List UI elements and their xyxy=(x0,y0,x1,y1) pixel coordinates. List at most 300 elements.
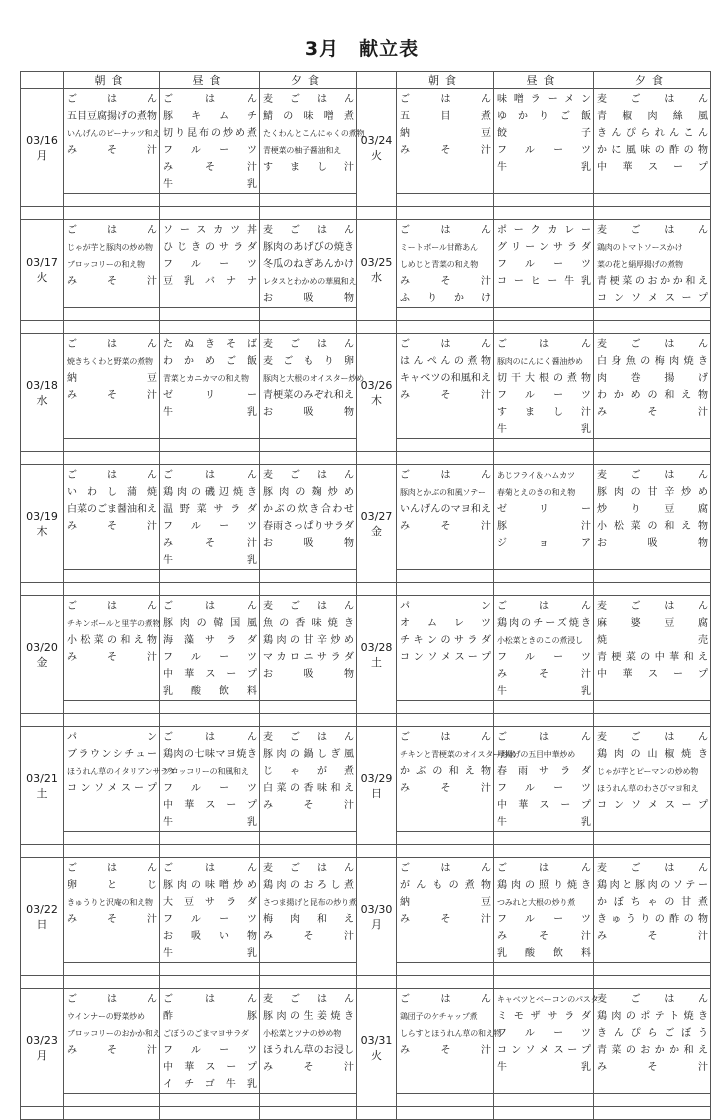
menu-item: かぶの和え物 xyxy=(400,766,491,777)
cell-divider xyxy=(64,569,159,582)
separator-cell xyxy=(21,714,64,727)
menu-item: みそ汁 xyxy=(67,1045,157,1056)
menu-items xyxy=(397,596,493,666)
separator-cell xyxy=(260,207,357,220)
day-row xyxy=(21,465,711,583)
weekday-label: 土 xyxy=(371,655,382,669)
menu-item: みそ汁 xyxy=(263,800,354,811)
menu-item: グリーンサラダ xyxy=(497,242,591,253)
cell-divider xyxy=(260,193,356,206)
menu-items xyxy=(494,334,593,438)
separator-cell xyxy=(594,845,711,858)
separator-cell xyxy=(21,583,64,596)
dinner-cell xyxy=(594,334,711,452)
menu-item: ミモザサラダ xyxy=(497,1011,591,1022)
menu-items xyxy=(397,727,517,797)
menu-item: レタスとわかめの華風和え xyxy=(263,277,357,286)
date-cell xyxy=(357,89,397,207)
cell-divider xyxy=(494,438,593,451)
menu-item: 炒り豆腐 xyxy=(597,504,708,515)
menu-item: みそ汁 xyxy=(400,390,491,401)
menu-item: 鶏肉の甘辛炒め xyxy=(263,635,354,646)
menu-items xyxy=(494,220,593,290)
cell-divider xyxy=(160,193,259,206)
breakfast-cell xyxy=(64,596,160,714)
date-label: 03/23 xyxy=(26,1033,58,1047)
menu-items xyxy=(64,989,159,1059)
separator-cell xyxy=(160,207,260,220)
separator-cell xyxy=(64,714,160,727)
menu-item: ごはん xyxy=(400,94,491,105)
menu-item: コンソメスープ xyxy=(400,652,491,663)
day-row xyxy=(21,334,711,452)
cell-divider xyxy=(397,1093,493,1106)
separator-cell xyxy=(260,321,357,334)
menu-item: 小松菜の和え物 xyxy=(67,635,157,646)
menu-item: みそ汁 xyxy=(400,783,491,794)
cell-divider xyxy=(494,569,593,582)
separator-cell xyxy=(594,207,711,220)
menu-item: フルーツ xyxy=(163,1045,257,1056)
dinner-cell xyxy=(260,334,364,452)
date-cell xyxy=(21,465,64,583)
breakfast-cell xyxy=(64,465,160,583)
menu-item: ごはん xyxy=(67,470,157,481)
menu-item: 麦ごはん xyxy=(263,601,354,612)
cell-divider xyxy=(260,569,356,582)
menu-item: パン xyxy=(67,732,157,743)
cell-divider xyxy=(397,569,493,582)
menu-item: 中華スープ xyxy=(597,669,708,680)
breakfast-cell xyxy=(64,727,176,845)
separator-cell xyxy=(260,452,357,465)
separator-cell xyxy=(397,583,494,596)
date-label: 03/21 xyxy=(26,771,58,785)
menu-item: 豚肉とかぶの和風ソテー xyxy=(400,488,486,497)
day-row xyxy=(21,89,711,207)
dinner-cell xyxy=(260,727,357,845)
menu-item: みそ汁 xyxy=(67,914,157,925)
menu-item: 鶏肉のトマトソースかけ xyxy=(597,243,683,252)
menu-item: 麦ごはん xyxy=(263,470,354,481)
menu-item: チキンのサラダ xyxy=(400,635,491,646)
menu-item: ゼリー xyxy=(497,504,591,515)
cell-divider xyxy=(594,438,710,451)
menu-item: 納豆 xyxy=(400,897,491,908)
cell-divider xyxy=(494,831,593,844)
separator-cell xyxy=(494,583,594,596)
menu-items xyxy=(64,334,159,404)
header-dinner-right: 夕食 xyxy=(594,72,711,89)
dinner-cell xyxy=(260,220,357,321)
menu-item: 納豆 xyxy=(400,128,491,139)
dinner-cell xyxy=(260,858,357,976)
menu-item: ごはん xyxy=(67,994,157,1005)
menu-items xyxy=(594,858,710,945)
separator-cell xyxy=(160,1107,260,1120)
menu-item: 小松菜の和え物 xyxy=(597,521,708,532)
dinner-cell xyxy=(594,727,711,845)
menu-item: ふりかけ xyxy=(400,293,491,304)
menu-item: すまし汁 xyxy=(497,407,591,418)
menu-item: がんもの煮物 xyxy=(400,880,491,891)
dinner-cell xyxy=(594,89,711,207)
separator-row xyxy=(21,583,711,596)
cell-divider xyxy=(397,438,493,451)
separator-row xyxy=(21,321,711,334)
dinner-cell xyxy=(594,220,711,321)
cell-divider xyxy=(594,962,710,975)
menu-item: お吸い物 xyxy=(163,931,257,942)
cell-divider xyxy=(64,193,159,206)
menu-item: 青梗菜の中華和え xyxy=(597,652,708,663)
menu-item: 麦ごはん xyxy=(263,994,354,1005)
menu-item: 青梗菜のおかか和え xyxy=(597,276,708,287)
menu-items xyxy=(260,220,356,307)
date-label: 03/22 xyxy=(26,902,58,916)
menu-items xyxy=(397,858,493,928)
menu-item: フルーツ xyxy=(163,783,257,794)
menu-items xyxy=(594,596,710,683)
menu-item: 牛乳 xyxy=(497,817,591,828)
header-lunch-right: 昼食 xyxy=(494,72,594,89)
weekday-label: 月 xyxy=(36,1048,48,1062)
menu-item: ソースカツ丼 xyxy=(163,225,257,236)
menu-item: みそ汁 xyxy=(597,407,708,418)
dinner-cell xyxy=(594,465,711,583)
separator-cell xyxy=(357,452,397,465)
separator-cell xyxy=(160,714,260,727)
menu-item: ひじきのサラダ xyxy=(163,242,257,253)
menu-item: みそ汁 xyxy=(67,145,157,156)
day-row xyxy=(21,596,711,714)
separator-cell xyxy=(160,583,260,596)
weekday-label: 金 xyxy=(36,655,48,669)
menu-item: みそ汁 xyxy=(163,162,257,173)
menu-item: 鶏肉のポテト焼き xyxy=(597,1011,708,1022)
menu-items xyxy=(64,465,159,535)
menu-items xyxy=(260,596,356,683)
menu-items xyxy=(160,858,259,962)
menu-item: ごはん xyxy=(163,994,257,1005)
menu-item: 切干大根の煮物 xyxy=(497,373,591,384)
cell-divider xyxy=(594,307,710,320)
menu-item: じゃが芋とピーマンの炒め物 xyxy=(597,767,699,776)
menu-item: みそ汁 xyxy=(263,931,354,942)
menu-item: 牛乳 xyxy=(163,817,257,828)
menu-item: 青椒肉絲風 xyxy=(597,111,708,122)
menu-items xyxy=(594,989,710,1076)
menu-item: みそ汁 xyxy=(400,521,491,532)
menu-item: 麦ごはん xyxy=(597,225,708,236)
breakfast-cell xyxy=(397,858,494,976)
menu-item: 中華スープ xyxy=(163,1062,257,1073)
separator-row xyxy=(21,452,711,465)
menu-item: 青菜のおかか和え xyxy=(597,1045,708,1056)
menu-item: すまし汁 xyxy=(263,162,354,173)
day-row xyxy=(21,858,711,976)
date-cell xyxy=(21,89,64,207)
header-blank-right xyxy=(357,72,397,89)
cell-divider xyxy=(260,831,356,844)
menu-item: ごぼうのごまマヨサラダ xyxy=(163,1029,249,1038)
menu-item: 春雨さっぱりサラダ xyxy=(263,521,354,532)
menu-item: ごはん xyxy=(400,225,491,236)
separator-cell xyxy=(260,845,357,858)
menu-item: 麦ごはん xyxy=(263,225,354,236)
cell-divider xyxy=(397,700,493,713)
separator-cell xyxy=(594,1107,711,1120)
date-cell xyxy=(21,727,64,845)
date-label: 03/20 xyxy=(26,640,58,654)
menu-items xyxy=(260,334,364,421)
weekday-label: 火 xyxy=(371,148,382,162)
menu-items xyxy=(160,596,259,700)
menu-item: コンソメスープ xyxy=(67,783,157,794)
breakfast-cell xyxy=(64,220,160,321)
lunch-cell xyxy=(494,220,594,321)
lunch-cell xyxy=(494,465,594,583)
menu-item: 鯖の味噌煮 xyxy=(263,111,354,122)
date-label: 03/19 xyxy=(26,509,58,523)
cell-divider xyxy=(494,1093,593,1106)
menu-item: みそ汁 xyxy=(67,390,157,401)
menu-item: お吸物 xyxy=(263,407,354,418)
menu-item: みそ汁 xyxy=(263,1062,354,1073)
separator-cell xyxy=(160,452,260,465)
menu-item: ごはん xyxy=(163,863,257,874)
menu-items xyxy=(594,465,710,552)
menu-item: フルーツ xyxy=(163,652,257,663)
separator-row xyxy=(21,714,711,727)
menu-item: お吸物 xyxy=(597,538,708,549)
separator-cell xyxy=(64,452,160,465)
lunch-cell xyxy=(160,89,260,207)
date-cell xyxy=(21,858,64,976)
menu-item: 白身魚の梅肉焼き xyxy=(597,356,708,367)
cell-divider xyxy=(260,962,356,975)
separator-cell xyxy=(494,976,594,989)
menu-item: 中華スープ xyxy=(497,800,591,811)
menu-item: 切り昆布の炒め煮 xyxy=(163,128,257,139)
menu-item: フルーツ xyxy=(497,259,591,270)
menu-item: 春菊とえのきの和え物 xyxy=(497,488,575,497)
menu-item: ごはん xyxy=(400,339,491,350)
menu-item: 鶏肉の磯辺焼き xyxy=(163,487,257,498)
menu-item: 麦ごはん xyxy=(597,994,708,1005)
menu-items xyxy=(64,89,159,159)
menu-item: 牛乳 xyxy=(163,555,257,566)
cell-divider xyxy=(64,962,159,975)
lunch-cell xyxy=(160,989,260,1107)
separator-cell xyxy=(594,321,711,334)
menu-item: ごはん xyxy=(497,732,591,743)
cell-divider xyxy=(260,700,356,713)
menu-items xyxy=(494,89,593,176)
separator-cell xyxy=(594,714,711,727)
menu-item: しめじと青菜の和え物 xyxy=(400,260,478,269)
date-label: 03/25 xyxy=(360,256,393,269)
menu-item: 鶏団子のケチャップ煮 xyxy=(400,1012,478,1021)
date-label: 03/18 xyxy=(26,378,58,392)
dinner-cell xyxy=(260,89,365,207)
menu-item: ミートボール甘酢あん xyxy=(400,243,478,252)
menu-items xyxy=(160,727,259,831)
weekday-label: 日 xyxy=(36,917,48,931)
menu-item: 五目煮 xyxy=(400,111,491,122)
menu-item: コーヒー牛乳 xyxy=(497,276,591,287)
menu-item: 麦ごはん xyxy=(263,863,354,874)
menu-items xyxy=(260,858,356,945)
lunch-cell xyxy=(494,727,594,845)
menu-item: わかめの和え物 xyxy=(597,390,708,401)
weekday-label: 火 xyxy=(371,1048,382,1062)
menu-item: 小松菜とツナの炒め物 xyxy=(263,1029,341,1038)
lunch-cell xyxy=(494,989,599,1107)
cell-divider xyxy=(64,831,159,844)
cell-divider xyxy=(397,962,493,975)
breakfast-cell xyxy=(64,858,160,976)
date-cell xyxy=(357,727,397,845)
menu-item: フルーツ xyxy=(497,1028,591,1039)
menu-item: きゅうりの酢の物 xyxy=(597,914,708,925)
menu-item: 卵とじ xyxy=(67,880,157,891)
lunch-cell xyxy=(160,596,260,714)
cell-divider xyxy=(397,193,493,206)
separator-cell xyxy=(594,976,711,989)
date-cell xyxy=(21,334,64,452)
separator-cell xyxy=(21,1107,64,1120)
date-label: 03/29 xyxy=(360,771,393,785)
menu-item: つみれと大根の炒り煮 xyxy=(497,898,575,907)
menu-item: フルーツ xyxy=(163,914,257,925)
breakfast-cell xyxy=(397,220,494,321)
menu-item: ごはん xyxy=(67,339,157,350)
separator-cell xyxy=(397,207,494,220)
menu-item: フルーツ xyxy=(497,783,591,794)
menu-item: ごはん xyxy=(163,94,257,105)
separator-cell xyxy=(494,845,594,858)
menu-item: 魚の香味焼き xyxy=(263,618,354,629)
date-label: 03/24 xyxy=(360,133,393,147)
dinner-cell xyxy=(260,596,357,714)
menu-item: 梅肉和え xyxy=(263,914,354,925)
header-blank-left xyxy=(21,72,64,89)
menu-item: 牛乳 xyxy=(497,686,591,697)
lunch-cell xyxy=(160,858,260,976)
separator-cell xyxy=(21,976,64,989)
menu-item: みそ汁 xyxy=(163,538,257,549)
menu-item: 味噌ラーメン xyxy=(497,94,591,105)
menu-item: お吸物 xyxy=(263,669,354,680)
cell-divider xyxy=(494,700,593,713)
separator-cell xyxy=(160,845,260,858)
menu-item: 豚肉の韓国風 xyxy=(163,618,257,629)
menu-item: いんげんのピーナッツ和え xyxy=(67,129,161,138)
menu-item: 鶏肉の山椒焼き xyxy=(597,749,708,760)
menu-item: 豚肉のにんにく醤油炒め xyxy=(497,357,583,366)
cell-divider xyxy=(594,700,710,713)
separator-cell xyxy=(64,583,160,596)
dinner-cell xyxy=(594,989,711,1107)
date-cell xyxy=(357,858,397,976)
separator-cell xyxy=(494,1107,594,1120)
menu-item: 豚汁 xyxy=(497,521,591,532)
menu-items xyxy=(260,89,365,176)
menu-item: たぬきそば xyxy=(163,339,257,350)
lunch-cell xyxy=(160,465,260,583)
date-label: 03/28 xyxy=(360,640,393,654)
breakfast-cell xyxy=(397,334,494,452)
separator-cell xyxy=(357,976,397,989)
separator-cell xyxy=(357,845,397,858)
menu-items xyxy=(397,989,502,1059)
separator-cell xyxy=(494,321,594,334)
menu-item: 五目豆腐揚げの煮物 xyxy=(67,111,157,122)
separator-cell xyxy=(357,321,397,334)
weekday-label: 土 xyxy=(36,786,48,800)
lunch-cell xyxy=(160,220,260,321)
menu-item: コンソメスープ xyxy=(497,1045,591,1056)
cell-divider xyxy=(260,307,356,320)
separator-cell xyxy=(64,1107,160,1120)
lunch-cell xyxy=(494,334,594,452)
menu-items xyxy=(64,727,176,797)
header-breakfast-right: 朝食 xyxy=(397,72,494,89)
menu-items xyxy=(160,989,259,1093)
date-label: 03/16 xyxy=(26,133,58,147)
header-dinner-left: 夕食 xyxy=(260,72,357,89)
menu-item: ブロッコリーの和え物 xyxy=(67,260,145,269)
day-row xyxy=(21,727,711,845)
menu-item: ごはん xyxy=(400,863,491,874)
menu-item: フルーツ xyxy=(497,914,591,925)
menu-item: 菜の花と絹厚揚げの煮物 xyxy=(597,260,683,269)
separator-row xyxy=(21,845,711,858)
separator-row xyxy=(21,976,711,989)
menu-item: 豚肉と大根のオイスター炒め xyxy=(263,374,364,383)
separator-cell xyxy=(357,714,397,727)
menu-item: ごはん xyxy=(497,339,591,350)
separator-cell xyxy=(160,976,260,989)
weekday-label: 木 xyxy=(36,524,48,538)
cell-divider xyxy=(64,307,159,320)
menu-item: ポークカレー xyxy=(497,225,591,236)
menu-item: 麦ごはん xyxy=(263,732,354,743)
menu-item: フルーツ xyxy=(163,521,257,532)
menu-item: ごはん xyxy=(400,732,491,743)
menu-item: ごはん xyxy=(67,863,157,874)
menu-item: ほうれん草のイタリアンサラダ xyxy=(67,767,176,776)
cell-divider xyxy=(160,438,259,451)
menu-items xyxy=(64,596,159,666)
menu-items xyxy=(594,89,710,176)
menu-item: 牛乳 xyxy=(497,1062,591,1073)
menu-item: みそ汁 xyxy=(67,521,157,532)
menu-items xyxy=(494,727,593,831)
menu-item: イチゴ牛乳 xyxy=(163,1079,257,1090)
separator-cell xyxy=(594,583,711,596)
menu-item: みそ汁 xyxy=(400,145,491,156)
lunch-cell xyxy=(494,596,594,714)
menu-item: 温野菜サラダ xyxy=(163,504,257,515)
menu-item: 麦ごはん xyxy=(597,470,708,481)
menu-item: いんげんのマヨ和え xyxy=(400,504,491,515)
cell-divider xyxy=(397,831,493,844)
date-cell xyxy=(357,220,397,321)
separator-cell xyxy=(397,321,494,334)
menu-item: 麦ごはん xyxy=(597,339,708,350)
